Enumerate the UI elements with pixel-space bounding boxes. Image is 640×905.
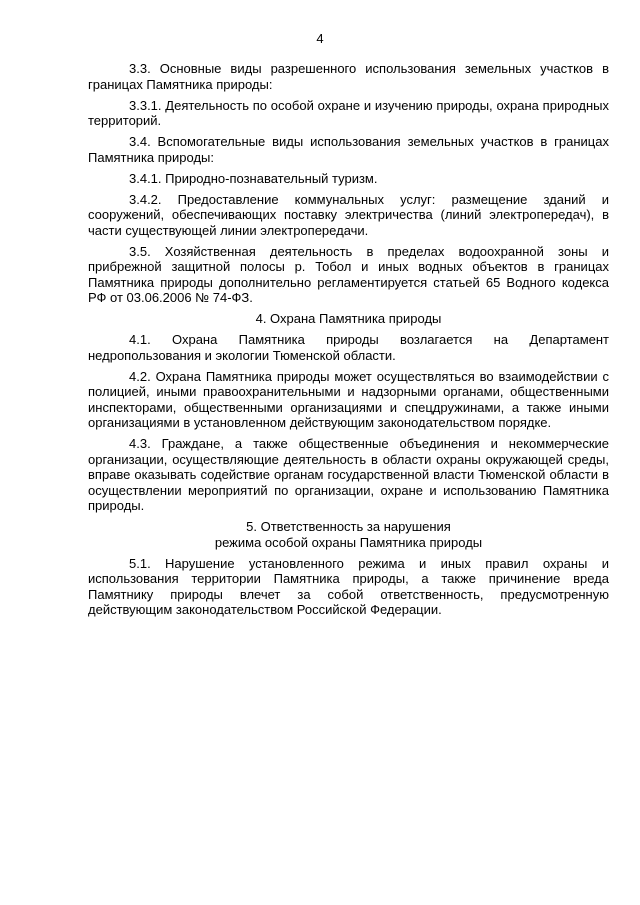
section-5-heading-line-2: режима особой охраны Памятника природы bbox=[214, 534, 483, 550]
paragraph-4-1: 4.1. Охрана Памятника природы возлагается на Департамент недропользования и экологии Тюменской области. bbox=[88, 332, 609, 363]
section-4-heading: 4. Охрана Памятника природы bbox=[255, 311, 442, 326]
paragraph-3-4: 3.4. Вспомогательные виды использования земельных участков в границах Памятника природы: bbox=[88, 134, 609, 165]
section-5-heading-line-1: 5. Ответственность за нарушения bbox=[246, 519, 451, 534]
paragraph-4-2: 4.2. Охрана Памятника природы может осуществляться во взаимодействии с полицией, иными правоохранительными и надзорными органами, общественными инспекторами, общественными организациями и спецдружинами, а также иными организациями в установленном действующим законодательством порядке. bbox=[88, 368, 609, 430]
paragraph-3-4-2: 3.4.2. Предоставление коммунальных услуг: размещение зданий и сооружений, обеспечивающих поставку электричества (линий электропередач), в части существующей линии электропередачи. bbox=[88, 191, 609, 238]
paragraph-3-5: 3.5. Хозяйственная деятельность в пределах водоохранной зоны и прибрежной защитной полосы р. Тобол и иных водных объектов в границах Памятника природы дополнительно регламентируется статьей 65 Водного кодекса РФ от 03.06.2006 № 74-ФЗ. bbox=[88, 243, 609, 305]
document-body bbox=[88, 61, 609, 623]
paragraph-4-3: 4.3. Граждане, а также общественные объединения и некоммерческие организации, осуществляющие деятельность в области охраны окружающей среды, вправе оказывать содействие органам государственной власти Тюменской области в осуществлении мероприятий по организации, охране и использованию Памятника природы. bbox=[88, 436, 609, 513]
page-number: 4 bbox=[316, 31, 324, 46]
paragraph-3-3-1: 3.3.1. Деятельность по особой охране и изучению природы, охрана природных территорий. bbox=[88, 97, 609, 128]
section-5-heading bbox=[88, 519, 609, 550]
paragraph-5-1: 5.1. Нарушение установленного режима и иных правил охраны и использования территории Памятника природы, а также причинение вреда Памятнику природы влечет за собой ответственность, предусмотренную действующим законодательством Российской Федерации. bbox=[88, 555, 609, 617]
paragraph-3-4-1: 3.4.1. Природно-познавательный туризм. bbox=[129, 170, 378, 186]
paragraph-3-3: 3.3. Основные виды разрешенного использования земельных участков в границах Памятника природы: bbox=[88, 61, 609, 92]
